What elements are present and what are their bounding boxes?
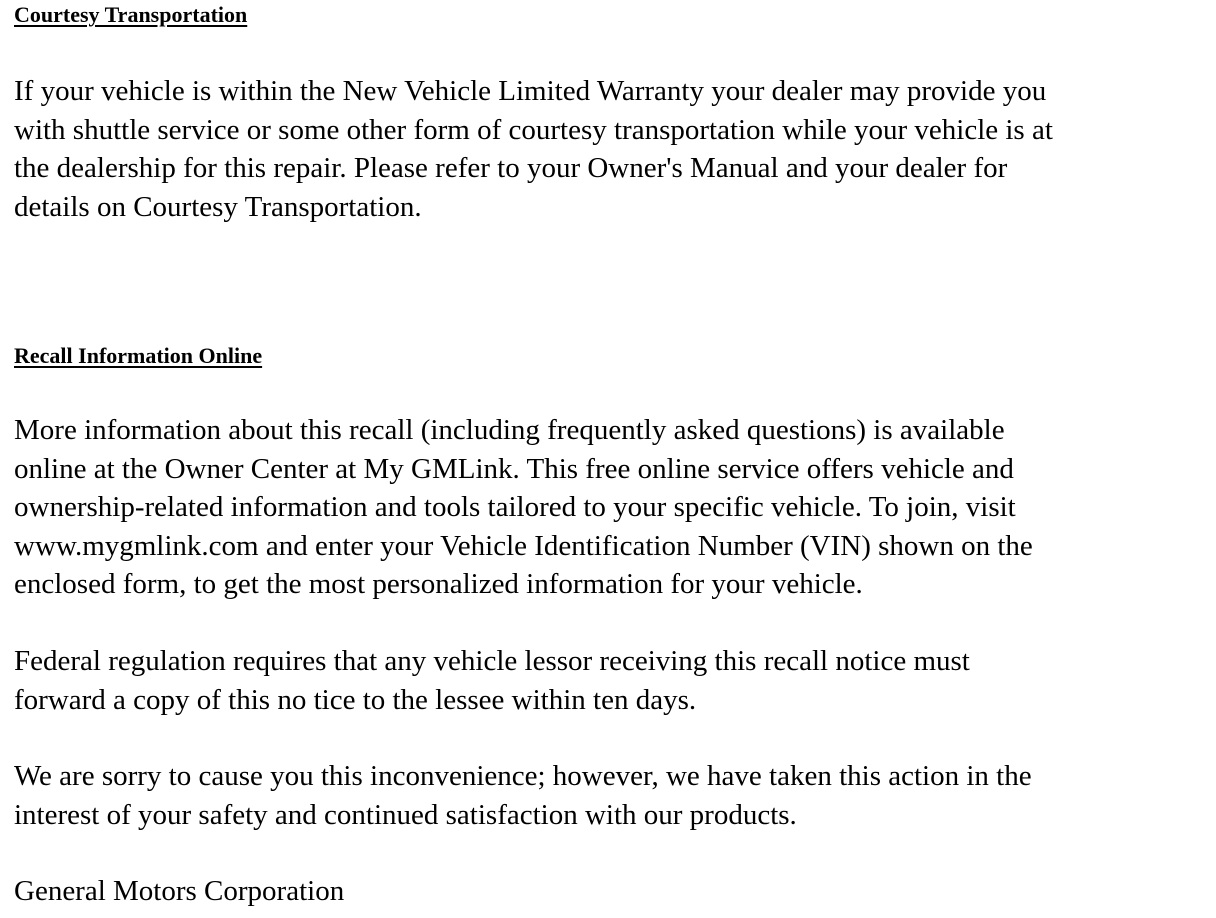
paragraph-line: More information about this recall (including frequently asked questions) is available (14, 414, 1005, 446)
signature (14, 872, 344, 911)
paragraph-line: Federal regulation requires that any vehicle lessor receiving this recall notice must (14, 645, 970, 677)
federal-paragraph (14, 642, 970, 719)
recall-paragraph (14, 411, 1033, 604)
paragraph-line: If your vehicle is within the New Vehicle Limited Warranty your dealer may provide you (14, 75, 1047, 107)
paragraph-line: details on Courtesy Transportation. (14, 190, 422, 223)
recall-heading: Recall Information Online (14, 343, 263, 368)
apology-paragraph (14, 757, 1032, 834)
paragraph-line: with shuttle service or some other form of courtesy transportation while your vehicle is at (14, 113, 1053, 146)
paragraph-line: enclosed form, to get the most personalized information for your vehicle. (14, 568, 863, 600)
courtesy-heading: Courtesy Transportation (14, 2, 248, 27)
paragraph-line: ownership-related information and tools tailored to your specific vehicle. To join, visit (14, 491, 1016, 523)
paragraph-line: interest of your safety and continued satisfaction with our products. (14, 798, 797, 831)
paragraph-line: We are sorry to cause you this inconvenience; however, we have taken this action in the (14, 760, 1032, 792)
paragraph-line: forward a copy of this no tice to the lessee within ten days. (14, 683, 697, 716)
courtesy-paragraph (14, 72, 1053, 226)
paragraph-line: online at the Owner Center at My GMLink. This free online service offers vehicle and (14, 452, 1014, 485)
paragraph-line: the dealership for this repair. Please refer to your Owner's Manual and your dealer for (14, 152, 1008, 184)
signature-text: General Motors Corporation (14, 875, 345, 907)
paragraph-line: www.mygmlink.com and enter your Vehicle Identification Number (VIN) shown on the (14, 529, 1033, 562)
